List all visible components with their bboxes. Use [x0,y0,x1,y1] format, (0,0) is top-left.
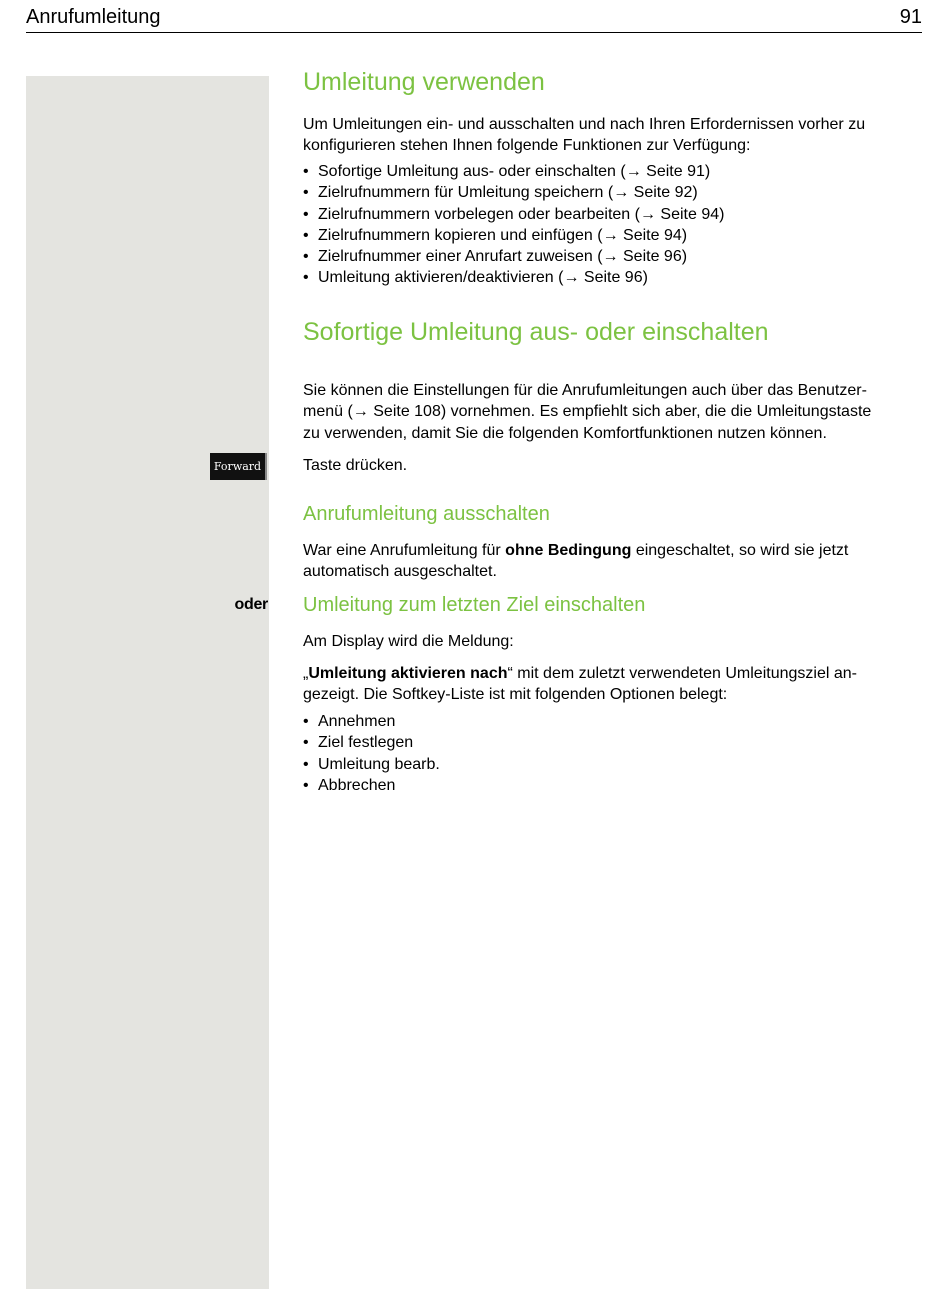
section3-text-bold: ohne Bedingung [505,542,632,559]
forward-key-button[interactable]: Forward [210,453,267,480]
section2-intro-line: Sie können die Einstellungen für die Anrufumleitungen auch über das Benutzer- [303,382,867,399]
list-item: • Zielrufnummer einer Anrufart zuweisen (→ Seite 96) [303,246,724,267]
section3-text-after: eingeschaltet, so wird sie jetzt automatisch ausgeschaltet. [303,542,849,581]
section3-text [303,540,925,583]
quote-rest: “ mit dem zuletzt verwendeten Umleitungsziel an- [507,665,857,682]
oder-label: oder [234,596,268,613]
function-list [303,161,724,289]
chapter-title: Anrufumleitung [26,6,161,28]
list-item: • Ziel festlegen [303,732,440,753]
list-item: • Zielrufnummern vorbelegen oder bearbeiten (→ Seite 94) [303,204,724,225]
section2-intro-line: menü (→ Seite 108) vornehmen. Es empfiehlt sich aber, die die Umleitungstaste [303,403,872,421]
section3-text-before: War eine Anrufumleitung für [303,542,506,559]
subheading-umleitung-letztes-ziel: Umleitung zum letzten Ziel einschalten [303,594,646,616]
section2-intro [303,380,925,444]
key-instruction: Taste drücken. [303,457,408,474]
display-text: Am Display wird die Meldung: [303,633,514,650]
display-message-text [303,663,925,706]
margin-sidebar [26,76,269,1289]
list-item: • Zielrufnummern kopieren und einfügen (→ Seite 94) [303,225,724,246]
section-heading-umleitung-verwenden: Umleitung verwenden [303,68,545,96]
display-message-bold: Umleitung aktivieren nach [308,665,508,682]
list-item: • Sofortige Umleitung aus- oder einschalten (→ Seite 91) [303,161,724,182]
page-header [26,6,922,33]
list-item: • Umleitung aktivieren/deaktivieren (→ Seite 96) [303,267,724,288]
subheading-anrufumleitung-ausschalten: Anrufumleitung ausschalten [303,503,550,525]
list-item: • Zielrufnummern für Umleitung speichern (→ Seite 92) [303,182,724,203]
quote-rest-line2: gezeigt. Die Softkey-Liste ist mit folgenden Optionen belegt: [303,686,728,704]
list-item: • Annehmen [303,711,440,732]
list-item: • Umleitung bearb. [303,754,440,775]
section-heading-sofortige-umleitung: Sofortige Umleitung aus- oder einschalten [303,318,769,346]
list-item: • Abbrechen [303,775,440,796]
section1-intro: Um Umleitungen ein- und ausschalten und nach Ihren Erfordernissen vorher zu konfigurieren stehen Ihnen folgende Funktionen zur Verfügung: [303,116,866,155]
page-number: 91 [899,6,922,28]
softkey-options-list [303,711,440,796]
section2-intro-line: zu verwenden, damit Sie die folgenden Komfortfunktionen nutzen können. [303,424,827,442]
quote-open: „ [303,665,309,682]
